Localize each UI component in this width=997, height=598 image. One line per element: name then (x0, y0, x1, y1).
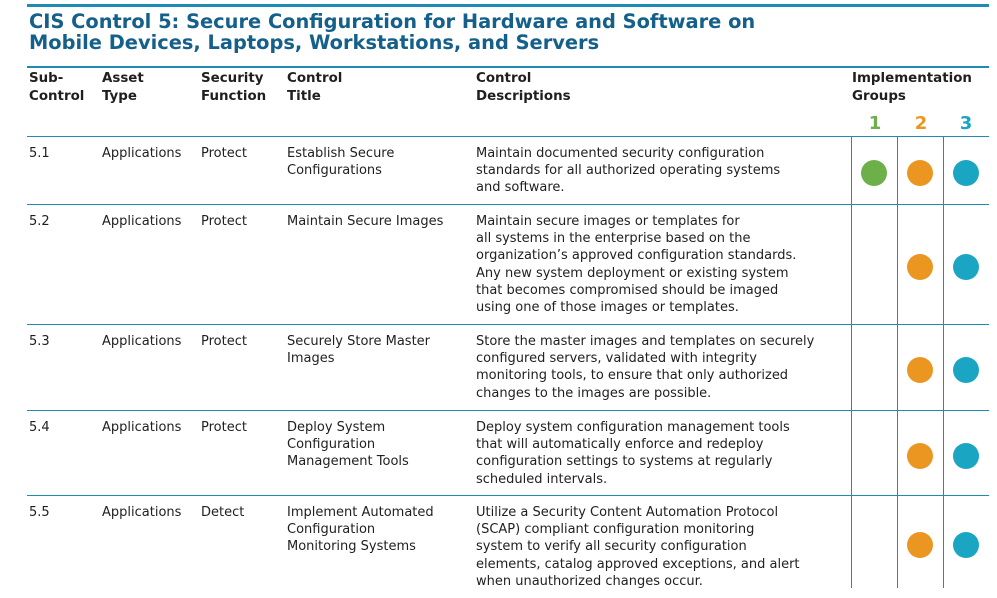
description-line: that will automatically enforce and redeploy (476, 437, 764, 453)
ig-3-dot (953, 532, 979, 558)
description-line: Maintain secure images or templates for (476, 214, 740, 229)
ig-1-dot (861, 160, 887, 186)
control-description (476, 213, 796, 316)
asset-type: Applications (102, 214, 182, 229)
table-row (0, 204, 997, 324)
description-line: Store the master images and templates on securely (476, 334, 815, 349)
description-line: changes to the images are possible. (476, 385, 712, 401)
ig-3-label: 3 (959, 113, 973, 134)
sub-control-id: 5.3 (29, 334, 50, 349)
control-title-line: Monitoring Systems (287, 539, 416, 555)
description-line: organization’s approved configuration standards. (476, 248, 797, 264)
description-line: configured servers, validated with integrity (476, 351, 757, 367)
title-line-2: Mobile Devices, Laptops, Workstations, and Servers (29, 31, 600, 54)
description-line: that becomes compromised should be imaged (476, 282, 779, 298)
header-rule (27, 66, 989, 68)
description-line: using one of those images or templates. (476, 300, 739, 316)
security-function: Protect (201, 146, 247, 161)
control-title-line: Securely Store Master (287, 334, 431, 349)
ig-3-dot (953, 357, 979, 383)
row-divider (27, 410, 989, 411)
control-title (287, 333, 430, 367)
description-line: Deploy system configuration management tools (476, 420, 790, 435)
control-title (287, 145, 394, 179)
header-implementation-groups: Implementation Groups (852, 71, 972, 104)
title-line-1: CIS Control 5: Secure Configuration for Hardware and Software on (29, 10, 756, 33)
description-line: (SCAP) compliant configuration monitoring (476, 522, 755, 538)
ig-2-label: 2 (914, 113, 928, 134)
table-row (0, 324, 997, 410)
asset-type: Applications (102, 334, 182, 349)
asset-type: Applications (102, 420, 182, 435)
control-title (287, 213, 443, 230)
description-line: elements, catalog approved exceptions, and alert (476, 556, 800, 572)
control-title (287, 419, 409, 471)
security-function: Protect (201, 214, 247, 229)
header-asset-type: Asset Type (102, 71, 144, 104)
header-control-descriptions: Control Descriptions (476, 71, 571, 104)
description-line: Maintain documented security configuration (476, 146, 765, 161)
row-divider (27, 204, 989, 205)
table-row (0, 495, 997, 588)
table-row (0, 136, 997, 204)
ig-1-label: 1 (868, 113, 882, 134)
security-function: Protect (201, 420, 247, 435)
control-title-line: Configuration (287, 522, 376, 538)
row-divider (27, 136, 989, 137)
sub-control-id: 5.1 (29, 146, 50, 161)
header-sub-control: Sub- Control (29, 71, 85, 104)
description-line: monitoring tools, to ensure that only authorized (476, 368, 789, 384)
description-line: Utilize a Security Content Automation Protocol (476, 505, 779, 520)
ig-2-dot (907, 357, 933, 383)
ig-3-dot (953, 160, 979, 186)
control-title-line: Implement Automated (287, 505, 434, 520)
ig-2-dot (907, 443, 933, 469)
security-function: Protect (201, 334, 247, 349)
asset-type: Applications (102, 146, 182, 161)
header-control-title: Control Title (287, 71, 343, 104)
description-line: Any new system deployment or existing system (476, 265, 789, 281)
control-title-line: Management Tools (287, 454, 409, 470)
description-line: configuration settings to systems at regularly (476, 454, 773, 470)
control-title-line: Establish Secure (287, 146, 395, 161)
description-line: when unauthorized changes occur. (476, 573, 703, 589)
sub-control-id: 5.4 (29, 420, 50, 435)
sub-control-id: 5.5 (29, 505, 50, 520)
ig-2-dot (907, 254, 933, 280)
description-line: all systems in the enterprise based on the (476, 231, 751, 247)
security-function: Detect (201, 505, 245, 520)
header-security-function: Security Function (201, 71, 267, 104)
description-line: scheduled intervals. (476, 471, 608, 487)
title-top-rule (27, 4, 989, 7)
control-title-line: Images (287, 351, 335, 367)
control-description (476, 145, 780, 197)
row-divider (27, 495, 989, 496)
control-title-line: Maintain Secure Images (287, 214, 444, 229)
description-line: and software. (476, 180, 565, 196)
control-description (476, 419, 790, 488)
row-divider (27, 324, 989, 325)
control-title-line: Deploy System (287, 420, 386, 435)
sub-control-id: 5.2 (29, 214, 50, 229)
ig-3-dot (953, 254, 979, 280)
asset-type: Applications (102, 505, 182, 520)
ig-3-dot (953, 443, 979, 469)
description-line: system to verify all security configuration (476, 539, 747, 555)
ig-2-dot (907, 160, 933, 186)
control-description (476, 333, 814, 402)
description-line: standards for all authorized operating systems (476, 163, 781, 179)
control-title-line: Configuration (287, 437, 376, 453)
control-title (287, 504, 434, 556)
ig-2-dot (907, 532, 933, 558)
page-title (29, 11, 755, 53)
table-row (0, 410, 997, 495)
control-description (476, 504, 800, 590)
control-title-line: Configurations (287, 163, 382, 179)
